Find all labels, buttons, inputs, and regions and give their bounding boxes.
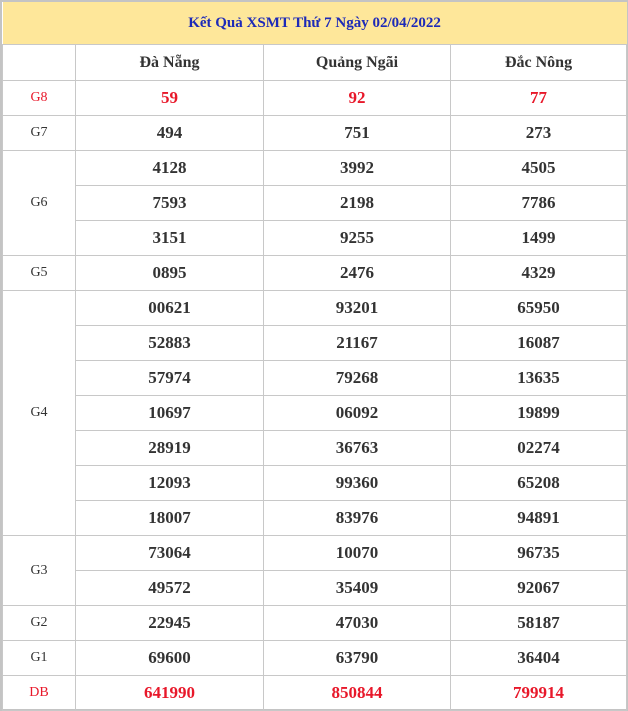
result-cell: 21167 xyxy=(264,326,451,361)
result-cell: 96735 xyxy=(451,536,627,571)
prize-label-g7: G7 xyxy=(3,116,76,151)
prize-row-g2 xyxy=(3,606,627,641)
result-cell: 58187 xyxy=(451,606,627,641)
result-cell: 1499 xyxy=(451,221,627,256)
prize-row-g3 xyxy=(3,571,627,606)
lottery-results-table xyxy=(2,2,627,711)
result-cell: 83976 xyxy=(264,501,451,536)
result-cell: 57974 xyxy=(76,361,264,396)
prize-label-g3: G3 xyxy=(3,536,76,606)
header-province-dac-nong: Đắc Nông xyxy=(451,45,627,81)
result-cell: 13635 xyxy=(451,361,627,396)
table-title: Kết Quả XSMT Thứ 7 Ngày 02/04/2022 xyxy=(3,2,627,45)
result-cell: 16087 xyxy=(451,326,627,361)
result-cell: 77 xyxy=(451,81,627,116)
prize-label-g4: G4 xyxy=(3,291,76,536)
prize-row-g4 xyxy=(3,326,627,361)
special-prize-cell: 850844 xyxy=(264,676,451,711)
header-province-quang-ngai: Quảng Ngãi xyxy=(264,45,451,81)
prize-row-g4 xyxy=(3,396,627,431)
result-cell: 4329 xyxy=(451,256,627,291)
prize-row-g7 xyxy=(3,116,627,151)
result-cell: 22945 xyxy=(76,606,264,641)
result-cell: 12093 xyxy=(76,466,264,501)
prize-row-g3 xyxy=(3,536,627,571)
result-cell: 0895 xyxy=(76,256,264,291)
prize-row-g6 xyxy=(3,186,627,221)
result-cell: 494 xyxy=(76,116,264,151)
result-cell: 59 xyxy=(76,81,264,116)
result-cell: 10070 xyxy=(264,536,451,571)
prize-row-db xyxy=(3,676,627,711)
prize-row-g4 xyxy=(3,501,627,536)
result-cell: 69600 xyxy=(76,641,264,676)
result-cell: 65208 xyxy=(451,466,627,501)
header-row xyxy=(3,45,627,81)
result-cell: 273 xyxy=(451,116,627,151)
result-cell: 751 xyxy=(264,116,451,151)
result-cell: 92067 xyxy=(451,571,627,606)
result-cell: 00621 xyxy=(76,291,264,326)
result-cell: 7593 xyxy=(76,186,264,221)
prize-row-g1 xyxy=(3,641,627,676)
result-cell: 36404 xyxy=(451,641,627,676)
prize-label-g8: G8 xyxy=(3,81,76,116)
prize-row-g8 xyxy=(3,81,627,116)
prize-label-g6: G6 xyxy=(3,151,76,256)
result-cell: 4128 xyxy=(76,151,264,186)
result-cell: 2476 xyxy=(264,256,451,291)
result-cell: 52883 xyxy=(76,326,264,361)
result-cell: 3151 xyxy=(76,221,264,256)
result-cell: 36763 xyxy=(264,431,451,466)
result-cell: 65950 xyxy=(451,291,627,326)
result-cell: 92 xyxy=(264,81,451,116)
prize-label-g2: G2 xyxy=(3,606,76,641)
result-cell: 93201 xyxy=(264,291,451,326)
result-cell: 79268 xyxy=(264,361,451,396)
prize-row-g6 xyxy=(3,221,627,256)
result-cell: 7786 xyxy=(451,186,627,221)
prize-row-g4 xyxy=(3,291,627,326)
result-cell: 9255 xyxy=(264,221,451,256)
prize-row-g5 xyxy=(3,256,627,291)
result-cell: 4505 xyxy=(451,151,627,186)
header-prize-blank xyxy=(3,45,76,81)
prize-label-db: DB xyxy=(3,676,76,711)
result-cell: 3992 xyxy=(264,151,451,186)
result-cell: 73064 xyxy=(76,536,264,571)
result-cell: 99360 xyxy=(264,466,451,501)
prize-row-g4 xyxy=(3,361,627,396)
header-province-da-nang: Đà Nẵng xyxy=(76,45,264,81)
result-cell: 28919 xyxy=(76,431,264,466)
prize-label-g1: G1 xyxy=(3,641,76,676)
result-cell: 19899 xyxy=(451,396,627,431)
special-prize-cell: 641990 xyxy=(76,676,264,711)
result-cell: 02274 xyxy=(451,431,627,466)
prize-row-g4 xyxy=(3,466,627,501)
result-cell: 18007 xyxy=(76,501,264,536)
special-prize-cell: 799914 xyxy=(451,676,627,711)
title-row xyxy=(3,2,627,45)
result-cell: 47030 xyxy=(264,606,451,641)
result-cell: 2198 xyxy=(264,186,451,221)
result-cell: 49572 xyxy=(76,571,264,606)
prize-row-g6 xyxy=(3,151,627,186)
prize-row-g4 xyxy=(3,431,627,466)
result-cell: 63790 xyxy=(264,641,451,676)
prize-label-g5: G5 xyxy=(3,256,76,291)
result-cell: 06092 xyxy=(264,396,451,431)
result-cell: 94891 xyxy=(451,501,627,536)
result-cell: 35409 xyxy=(264,571,451,606)
result-cell: 10697 xyxy=(76,396,264,431)
